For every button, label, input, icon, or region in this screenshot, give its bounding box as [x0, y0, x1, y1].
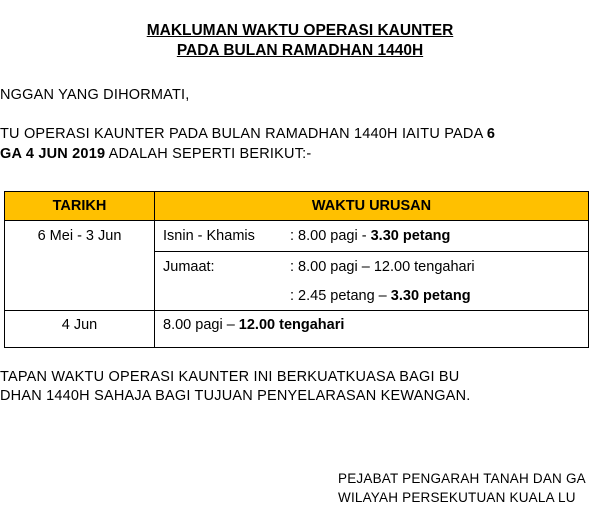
row1-friday-line2: [155, 282, 588, 310]
header-time: WAKTU URUSAN: [155, 192, 589, 221]
intro-line1-text: TU OPERASI KAUNTER PADA BULAN RAMADHAN 1440H IAITU PADA: [0, 126, 487, 142]
row2-time-start: 8.00 pagi –: [163, 317, 239, 333]
intro-line2-text: ADALAH SEPERTI BERIKUT:-: [105, 146, 312, 162]
row1-time1: [290, 228, 450, 244]
row1-times: [155, 221, 589, 311]
row1-time2: : 8.00 pagi – 12.00 tengahari: [290, 259, 475, 275]
schedule-table: [4, 191, 589, 348]
intro-line1: [0, 126, 495, 142]
row1-friday-line1: [155, 252, 588, 282]
row1-time3: [290, 288, 471, 304]
signature-line2: WILAYAH PERSEKUTUAN KUALA LU: [338, 490, 576, 505]
row1-time1-start: : 8.00 pagi -: [290, 228, 371, 244]
greeting: NGGAN YANG DIHORMATI,: [0, 87, 190, 103]
intro-line1-date: 6: [486, 126, 496, 142]
intro-line2-date: GA 4 JUN 2019: [0, 146, 106, 162]
signature-line1: PEJABAT PENGARAH TANAH DAN GA: [338, 471, 586, 486]
header-date: TARIKH: [5, 192, 155, 221]
row1-weekday-line: [155, 221, 588, 252]
notice-title-line1: MAKLUMAN WAKTU OPERASI KAUNTER: [146, 22, 454, 39]
row2-date: 4 Jun: [5, 311, 155, 348]
row1-time3-start: : 2.45 petang –: [290, 288, 391, 304]
intro-line2: [0, 146, 311, 162]
row2-time: [155, 311, 589, 348]
notice-title-line2: PADA BULAN RAMADHAN 1440H: [176, 42, 424, 59]
table-row: [5, 221, 589, 311]
closing-line1: TAPAN WAKTU OPERASI KAUNTER INI BERKUATKUASA BAGI BU: [0, 369, 460, 385]
table-row: [5, 311, 589, 348]
row1-time1-end: 3.30 petang: [370, 228, 451, 244]
closing-line2: DHAN 1440H SAHAJA BAGI TUJUAN PENYELARASAN KEWANGAN.: [0, 388, 471, 404]
row2-time-end: 12.00 tengahari: [238, 317, 345, 333]
row1-date: 6 Mei - 3 Jun: [5, 221, 155, 311]
row1-time3-end: 3.30 petang: [390, 288, 471, 304]
row1-day1: Isnin - Khamis: [163, 228, 255, 244]
row1-day2: Jumaat:: [163, 259, 215, 275]
table-header-row: [5, 192, 589, 221]
